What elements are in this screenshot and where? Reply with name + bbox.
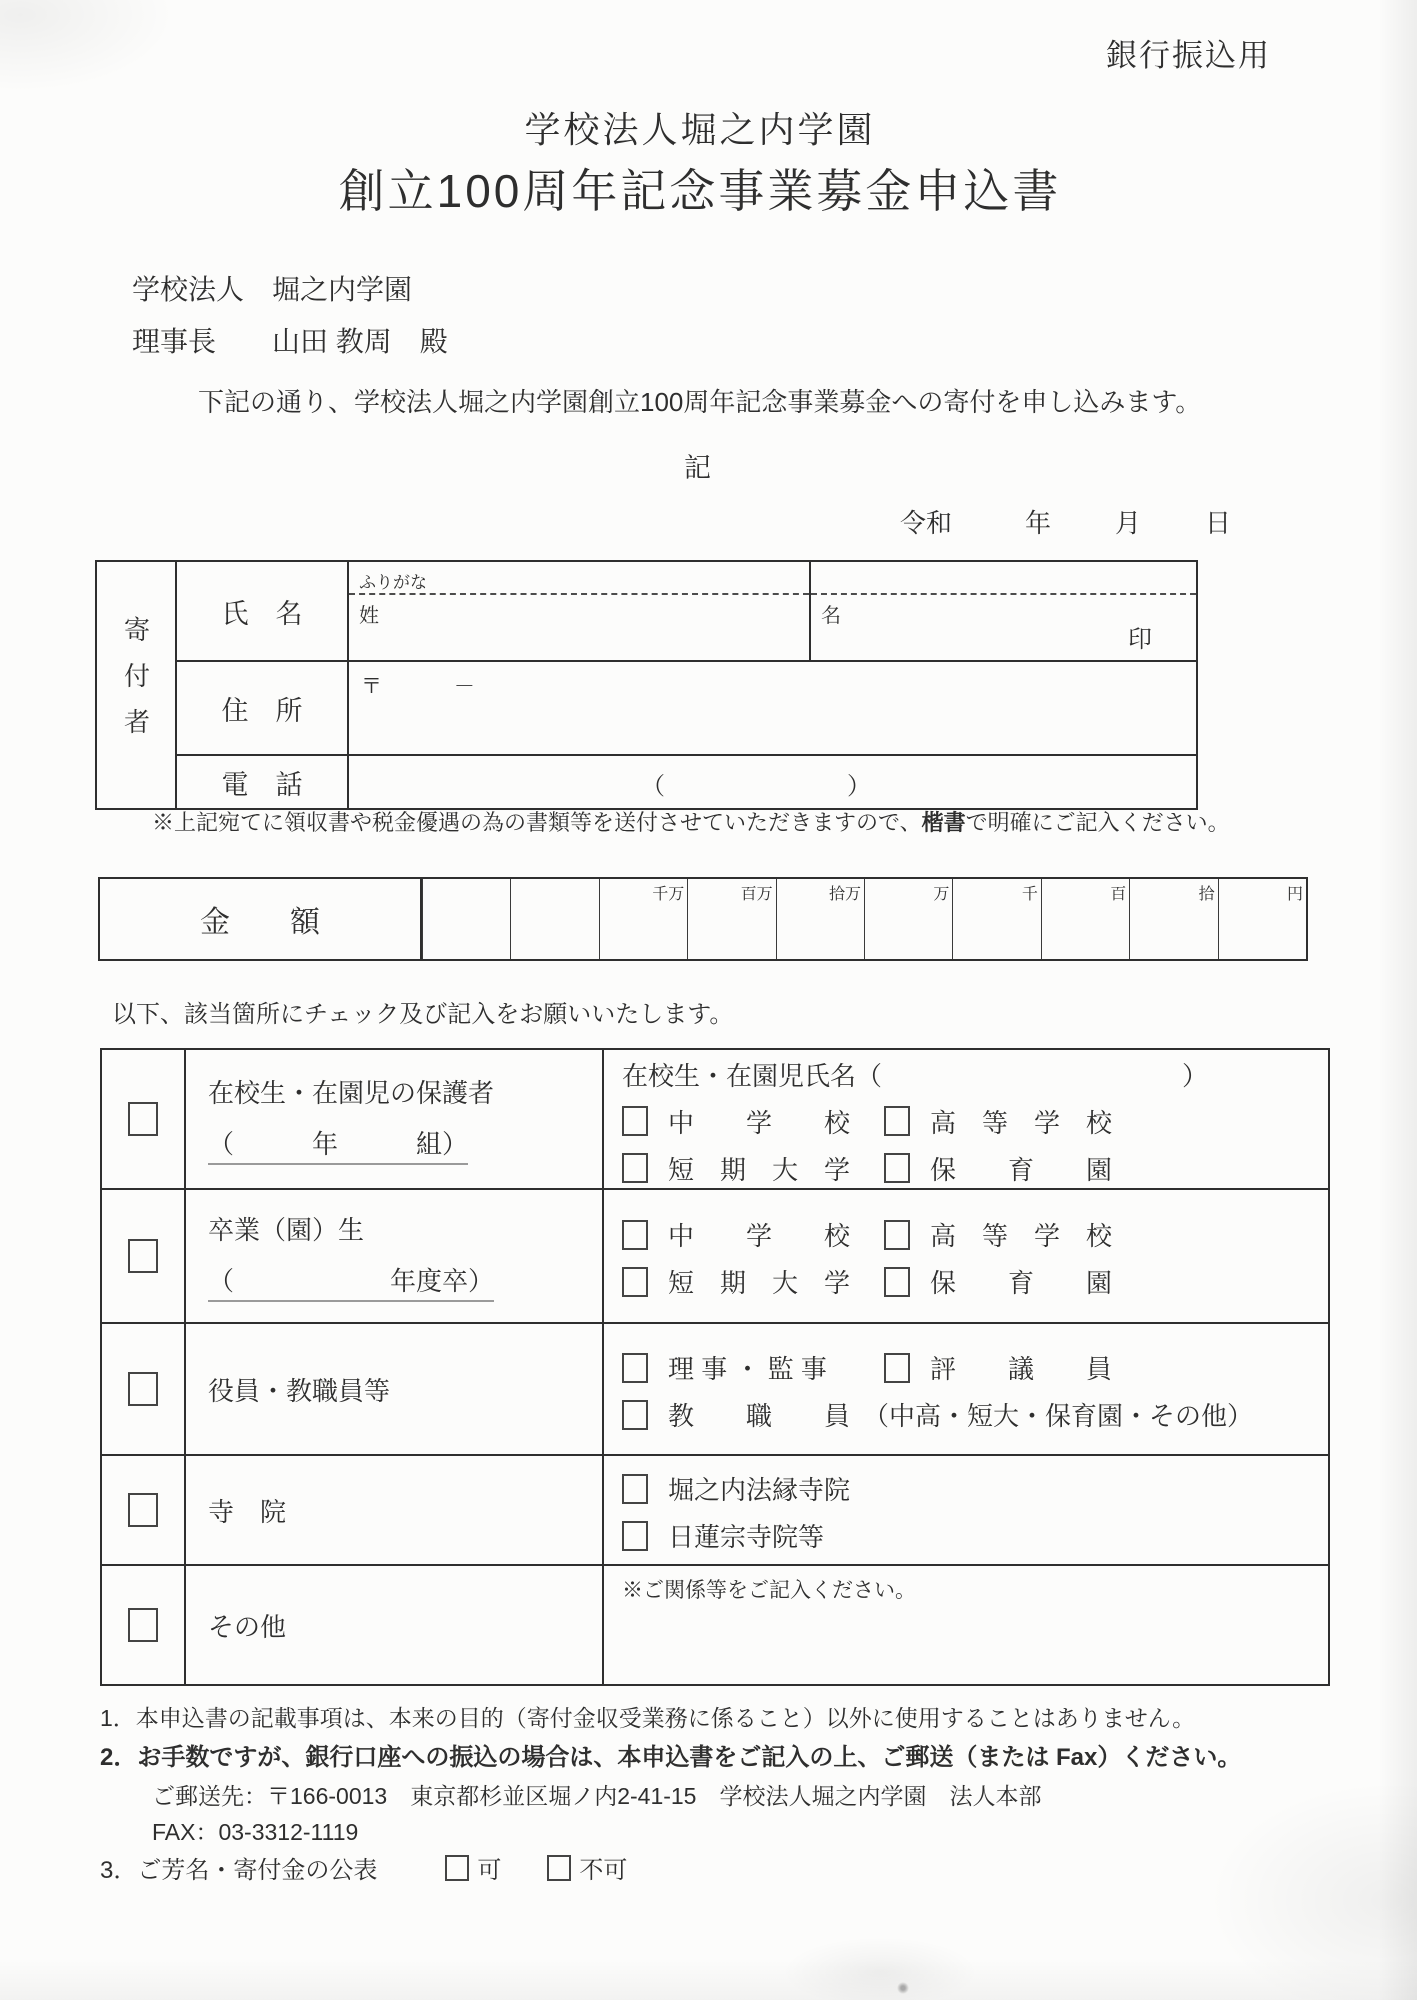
student-name-paren-open: （: [856, 1060, 883, 1091]
form-title: 創立100周年記念事業募金申込書: [338, 165, 1062, 217]
mailing-address: ご郵送先：〒166-0013 東京都杉並区堀ノ内2-41-15 学校法人堀之内学園 法人本部: [152, 1783, 1042, 1809]
checkbox-publish-ng[interactable]: [547, 1855, 571, 1881]
checkbox-nursery-1[interactable]: [884, 1153, 910, 1183]
faculty-staff-label: 教 職 員 （中高・短大・保育園・その他）: [668, 1401, 1254, 1431]
student-name-paren-close: ）: [1182, 1060, 1209, 1091]
name-row-label: 氏 名: [177, 562, 349, 660]
guardian-year-class-blank[interactable]: （ 年 組）: [208, 1124, 468, 1165]
row-other: [102, 1564, 1328, 1684]
address-field[interactable]: [349, 662, 1196, 754]
row-guardian: [102, 1050, 1328, 1188]
address-row: [177, 660, 1196, 754]
checkbox-nichiren-temple[interactable]: [622, 1521, 648, 1551]
digit-label-million: 百万: [740, 886, 773, 903]
footer-note-2-number: 2．: [100, 1744, 138, 1771]
checkbox-horinouchi-temple[interactable]: [622, 1474, 648, 1504]
check-section-intro: 以下、該当箇所にチェック及び記入をお願いいたします。: [112, 1001, 734, 1028]
furigana-field-given[interactable]: [811, 562, 1196, 595]
row-graduate: [102, 1188, 1328, 1322]
digit-label-10million: 千万: [652, 886, 685, 903]
publish-ok-label: 可: [477, 1857, 502, 1884]
footer-note-1-text: 本申込書の記載事項は、本来の目的（寄付金収受業務に係ること）以外に使用することはありません。: [135, 1705, 1196, 1731]
footer-note-3: [100, 1850, 627, 1885]
checkbox-temple[interactable]: [128, 1493, 158, 1527]
name-row: [177, 562, 1196, 660]
amount-table: [98, 877, 1308, 961]
ki-heading: 記: [684, 453, 711, 483]
temple-label: 寺 院: [208, 1496, 287, 1527]
high-school-label: 高 等 学 校: [930, 1107, 1113, 1138]
graduate-year-blank[interactable]: （ 年度卒）: [208, 1261, 494, 1302]
amount-cell-100thousand[interactable]: [776, 879, 864, 959]
checkbox-junior-college-2[interactable]: [622, 1267, 648, 1297]
kaisho-note-post: で明確にご記入ください。: [965, 810, 1230, 835]
furigana-field[interactable]: [349, 562, 809, 595]
guardian-label: 在校生・在園児の保護者: [208, 1078, 495, 1108]
horinouchi-temple-label: 堀之内法縁寺院: [668, 1475, 851, 1505]
kaisho-note-emphasis: 楷書: [921, 810, 966, 835]
family-name-field[interactable]: [349, 595, 809, 660]
publish-consent-label: ご芳名・寄付金の公表: [137, 1857, 378, 1884]
date-line: [900, 503, 1320, 540]
bank-transfer-tag: 銀行振込用: [1106, 38, 1271, 73]
checkbox-other[interactable]: [128, 1608, 158, 1642]
checkbox-councilor[interactable]: [884, 1353, 910, 1383]
checkbox-director-auditor[interactable]: [622, 1353, 648, 1383]
day-label[interactable]: 日: [1205, 508, 1232, 538]
year-label[interactable]: 年: [1025, 508, 1052, 538]
phone-row-label: 電 話: [177, 756, 349, 808]
junior-college-label: 短 期 大 学: [668, 1154, 851, 1185]
postal-mark: 〒: [361, 675, 382, 698]
amount-cell-blank-2[interactable]: [510, 879, 598, 959]
kaisho-note-pre: ※上記宛てに領収書や税金優遇の為の書類等を送付させていただきますので、: [152, 810, 922, 835]
amount-cell-million[interactable]: [687, 879, 775, 959]
checkbox-guardian[interactable]: [128, 1102, 158, 1136]
nichiren-temple-label: 日蓮宗寺院等: [668, 1522, 825, 1552]
footer-note-2: [100, 1737, 1241, 1772]
row-temple: [102, 1454, 1328, 1564]
checkbox-publish-ok[interactable]: [445, 1855, 469, 1881]
graduate-label: 卒業（園）生: [208, 1215, 365, 1245]
amount-cell-thousand[interactable]: [952, 879, 1040, 959]
checkbox-high-school-2[interactable]: [884, 1220, 910, 1250]
checkbox-nursery-2[interactable]: [884, 1267, 910, 1297]
school-name-title: 学校法人堀之内学園: [524, 109, 876, 150]
amount-label: 金 額: [100, 879, 422, 959]
given-name-field[interactable]: [811, 595, 1196, 660]
digit-label-100thousand: 拾万: [829, 886, 862, 903]
given-name-label: 名: [821, 605, 841, 627]
checkbox-graduate[interactable]: [128, 1239, 158, 1273]
checkbox-junior-high-2[interactable]: [622, 1220, 648, 1250]
phone-paren-open: （: [641, 773, 665, 800]
postal-dash: －: [453, 675, 475, 698]
amount-cell-10thousand[interactable]: [864, 879, 952, 959]
donor-side-header-label: 寄付者: [120, 616, 151, 754]
donor-table: [95, 560, 1198, 810]
junior-high-label-2: 中 学 校: [668, 1221, 851, 1251]
other-relation-field[interactable]: [604, 1566, 1328, 1684]
amount-cell-blank-1[interactable]: [422, 879, 510, 959]
address-row-label: 住 所: [177, 662, 349, 754]
junior-high-label: 中 学 校: [668, 1107, 851, 1138]
nursery-label-2: 保 育 園: [930, 1268, 1113, 1298]
nursery-label: 保 育 園: [930, 1154, 1113, 1185]
addressee-organization: 学校法人 堀之内学園: [132, 274, 413, 305]
row-officer-staff: [102, 1322, 1328, 1454]
fax-number: FAX：03-3312-1119: [152, 1819, 359, 1845]
addressee-person: 理事長 山田 教周 殿: [132, 326, 448, 357]
digit-label-thousand: 千: [1021, 886, 1038, 903]
amount-cell-hundred[interactable]: [1041, 879, 1129, 959]
digit-label-10thousand: 万: [933, 886, 950, 903]
month-label[interactable]: 月: [1115, 508, 1142, 538]
relation-note: ※ご関係等をご記入ください。: [622, 1579, 916, 1602]
furigana-label: ふりがな: [359, 573, 427, 592]
era-label: 令和: [900, 508, 953, 538]
amount-cell-10million[interactable]: [599, 879, 687, 959]
digit-label-yen: 円: [1287, 886, 1304, 903]
checkbox-faculty-staff[interactable]: [622, 1400, 648, 1430]
other-label: その他: [208, 1611, 287, 1642]
seal-label: 印: [1128, 626, 1152, 653]
footer-note-3-number: 3．: [100, 1857, 138, 1884]
student-name-label: 在校生・在園児氏名: [622, 1060, 857, 1091]
checkbox-officer-staff[interactable]: [128, 1372, 158, 1406]
councilor-label: 評 議 員: [930, 1354, 1113, 1384]
donor-side-header: [97, 562, 177, 808]
checkbox-high-school-1[interactable]: [884, 1106, 910, 1136]
digit-label-hundred: 百: [1110, 886, 1127, 903]
phone-paren-close: ）: [847, 773, 871, 800]
junior-college-label-2: 短 期 大 学: [668, 1268, 851, 1298]
intro-sentence: 下記の通り、学校法人堀之内学園創立100周年記念事業募金への寄付を申し込みます。: [198, 387, 1202, 417]
footer-note-1-number: 1．: [100, 1705, 136, 1731]
kaisho-note: [152, 806, 1230, 837]
publish-ng-label: 不可: [579, 1857, 628, 1884]
amount-cell-yen[interactable]: [1218, 879, 1306, 959]
category-table: [100, 1048, 1330, 1686]
checkbox-junior-high-1[interactable]: [622, 1106, 648, 1136]
phone-row: [177, 754, 1196, 808]
digit-label-ten: 拾: [1198, 886, 1215, 903]
amount-cell-ten[interactable]: [1129, 879, 1217, 959]
director-auditor-label: 理 事 ・ 監 事: [668, 1354, 827, 1384]
officer-staff-label: 役員・教職員等: [208, 1375, 391, 1406]
family-name-label: 姓: [359, 605, 379, 627]
footer-note-2-text: お手数ですが、銀行口座への振込の場合は、本申込書をご記入の上、ご郵送（または Fax）ください。: [137, 1744, 1242, 1771]
footer-note-1: [100, 1700, 1195, 1733]
phone-field[interactable]: [349, 756, 1196, 808]
high-school-label-2: 高 等 学 校: [930, 1221, 1113, 1251]
checkbox-junior-college-1[interactable]: [622, 1153, 648, 1183]
